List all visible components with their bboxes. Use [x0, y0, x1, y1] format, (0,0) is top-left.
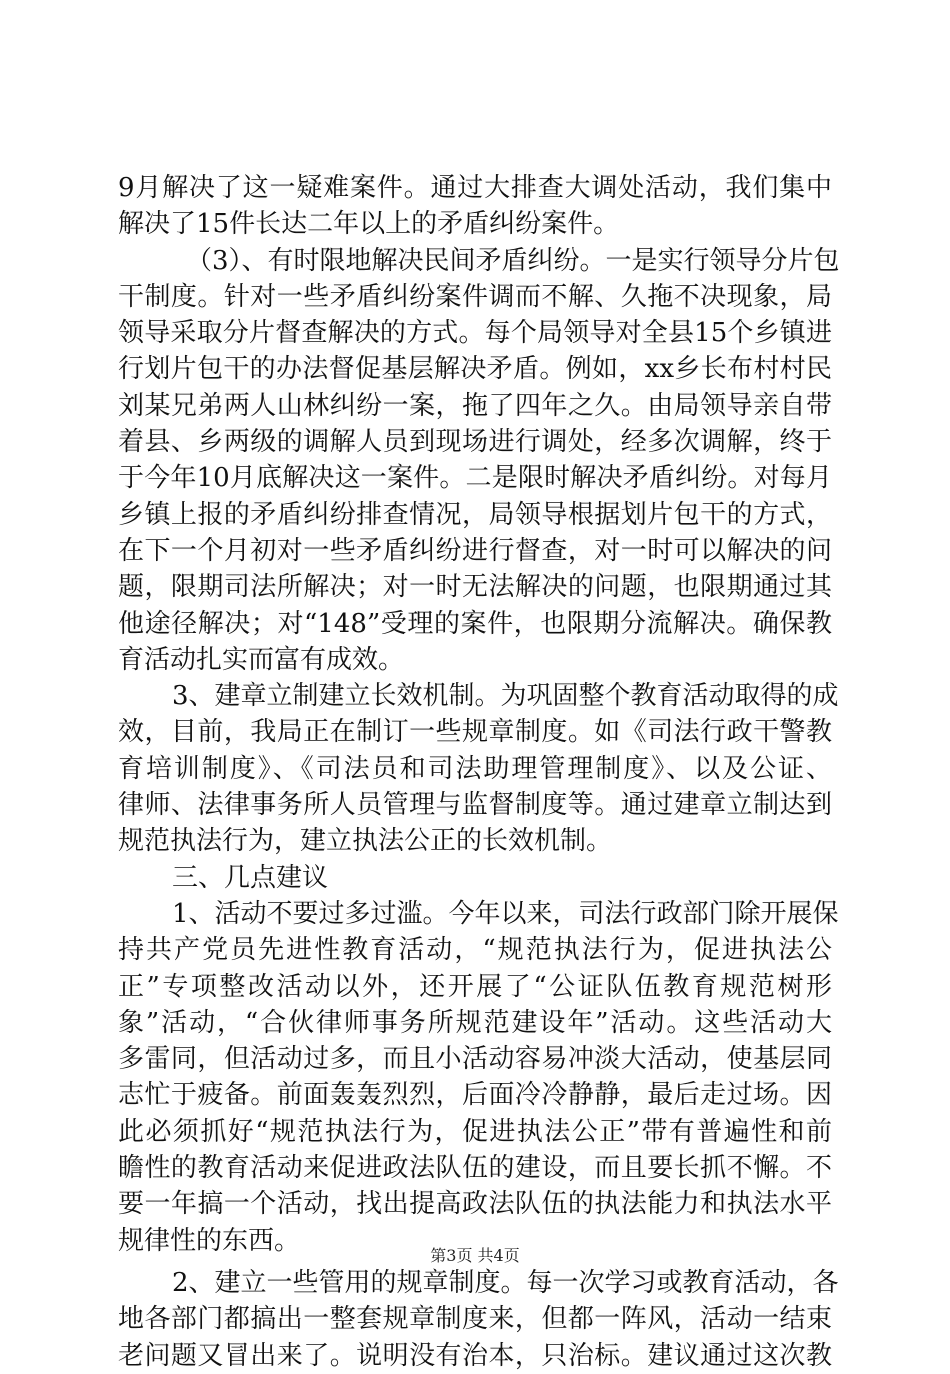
paragraph-line: 象”活动，“合伙律师事务所规范建设年”活动。这些活动大	[118, 1007, 832, 1038]
paragraph-line: 育活动扎实而富有成效。	[118, 644, 405, 675]
paragraph-line: 规范执法行为，建立执法公正的长效机制。	[118, 826, 613, 857]
paragraph-line: 持共产党员先进性教育活动，“规范执法行为，促进执法公	[118, 935, 832, 966]
paragraph-line: 行划片包干的办法督促基层解决矛盾。例如，xx乡长布村村民	[118, 354, 832, 385]
paragraph-line: 干制度。针对一些矛盾纠纷案件调而不解、久拖不决现象，局	[118, 281, 832, 312]
paragraph-line: 刘某兄弟两人山林纠纷一案，拖了四年之久。由局领导亲自带	[118, 390, 832, 421]
paragraph-line: 2、建立一些管用的规章制度。每一次学习或教育活动，各	[172, 1267, 839, 1298]
page-footer: 第3页 共4页	[430, 1246, 520, 1265]
paragraph-line: 要一年搞一个活动，找出提高政法队伍的执法能力和执法水平	[118, 1189, 832, 1220]
paragraph-line: 于今年10月底解决这一案件。二是限时解决矛盾纠纷。对每月	[118, 463, 832, 494]
paragraph-line: 解决了15件长达二年以上的矛盾纠纷案件。	[118, 209, 620, 240]
paragraph-line: 规律性的东西。	[118, 1225, 301, 1256]
paragraph-line: 瞻性的教育活动来促进政法队伍的建设，而且要长抓不懈。不	[118, 1153, 832, 1184]
document-body	[118, 170, 840, 1374]
paragraph-line: 领导采取分片督查解决的方式。每个局领导对全县15个乡镇进	[118, 318, 832, 349]
section-heading: 三、几点建议	[172, 862, 329, 893]
paragraph-line: 题，限期司法所解决；对一时无法解决的问题，也限期通过其	[118, 572, 832, 603]
paragraph-line: 此必须抓好“规范执法行为，促进执法公正”带有普遍性和前	[118, 1116, 832, 1147]
paragraph-line: 律师、法律事务所人员管理与监督制度等。通过建章立制达到	[118, 790, 832, 821]
paragraph-line: 多雷同，但活动过多，而且小活动容易冲淡大活动，使基层同	[118, 1044, 832, 1075]
paragraph-line: 志忙于疲备。前面轰轰烈烈，后面冷冷静静，最后走过场。因	[118, 1080, 832, 1111]
paragraph-line: 在下一个月初对一些矛盾纠纷进行督查，对一时可以解决的问	[118, 535, 832, 566]
paragraph-line: 1、活动不要过多过滥。今年以来，司法行政部门除开展保	[172, 898, 839, 929]
paragraph-line: 老问题又冒出来了。说明没有治本，只治标。建议通过这次教	[118, 1340, 832, 1371]
paragraph-line: 效，目前，我局正在制订一些规章制度。如《司法行政干警教	[118, 717, 832, 748]
paragraph-line: 他途径解决；对“148”受理的案件，也限期分流解决。确保教	[118, 608, 832, 639]
paragraph-line: 9月解决了这一疑难案件。通过大排查大调处活动，我们集中	[118, 173, 832, 203]
paragraph-line: 乡镇上报的矛盾纠纷排查情况，局领导根据划片包干的方式，	[118, 499, 832, 530]
paragraph-line: 正”专项整改活动以外，还开展了“公证队伍教育规范树形	[118, 971, 832, 1002]
paragraph-line: （3）、有时限地解决民间矛盾纠纷。一是实行领导分片包	[186, 245, 840, 276]
paragraph-line: 着县、乡两级的调解人员到现场进行调处，经多次调解，终于	[118, 427, 832, 458]
paragraph-line: 3、建章立制建立长效机制。为巩固整个教育活动取得的成	[172, 681, 839, 712]
paragraph-line: 育培训制度》、《司法员和司法助理管理制度》、以及公证、	[118, 753, 832, 784]
paragraph-line: 地各部门都搞出一整套规章制度来，但都一阵风，活动一结束	[118, 1304, 832, 1335]
